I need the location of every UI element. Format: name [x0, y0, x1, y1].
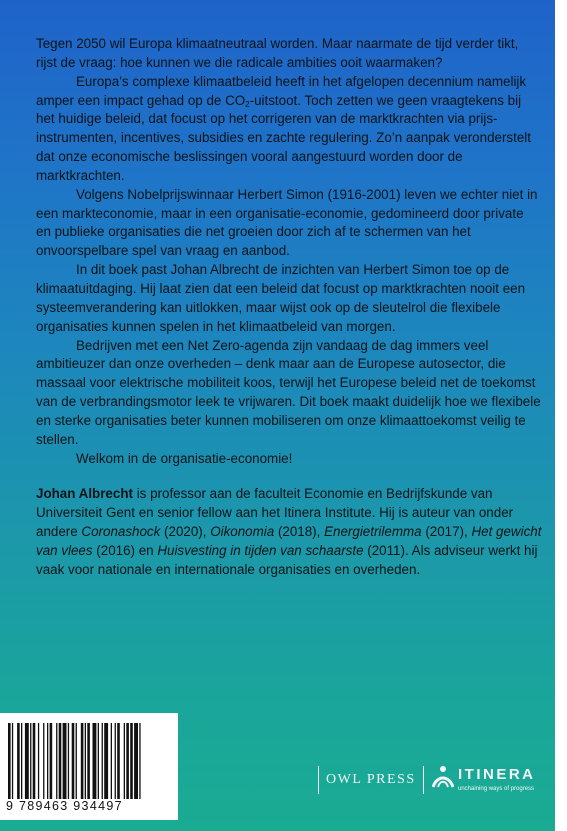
blurb-paragraph-1: Tegen 2050 wil Europa klimaatneutraal worden. Maar naarmate de tijd verder tikt, rijst de vraag: hoe kunnen we die radicale ambities ooit waarmaken? — [36, 36, 519, 70]
barcode-bar — [30, 723, 31, 799]
barcode-bar — [76, 723, 77, 799]
book-title-5: Huisvesting in tijden van schaarste — [157, 542, 364, 558]
barcode-bar — [111, 723, 112, 799]
blurb-p2-part-a: Europa’s complexe klimaatbeleid heeft in het afgelopen decennium namelijk amper een impact gehad op de CO — [36, 73, 527, 108]
barcode-bar — [59, 723, 62, 799]
bio-text-2: (2020), — [160, 524, 211, 540]
barcode-bar — [87, 723, 90, 799]
logo-divider-right — [423, 766, 424, 794]
co2-subscript: 2 — [245, 99, 250, 109]
bio-text-1: is professor aan de faculteit Economie en Bedrijfskunde van Universiteit Gent en senior fellow aan het Itinera Institute. Hij is auteur van onder andere — [36, 486, 514, 540]
publisher-logo — [318, 765, 424, 795]
barcode-bar — [130, 723, 133, 799]
barcode-number: 9 789463 934497 — [6, 799, 123, 813]
barcode — [0, 713, 178, 820]
blurb-p2-part-b: -uitstoot. Toch zetten we geen vraagtekens bij het huidige beleid, dat focust op het corrigeren van de marktkrachten via prijs-instrumenten, incentives, subsidies en zachte regulering. Zo’n aanpak veronderstelt dat onze economische beslissingen vooral aangestuurd worden door de marktkrachten. — [36, 92, 531, 183]
itinera-icon — [432, 765, 454, 789]
back-cover-text — [36, 35, 542, 580]
barcode-bar — [33, 723, 36, 799]
barcode-bar — [63, 723, 67, 799]
publisher-name: OWL PRESS — [326, 772, 416, 787]
barcode-bar — [72, 723, 75, 799]
barcode-bar — [43, 723, 44, 799]
barcode-bar — [25, 723, 29, 799]
barcode-bar — [50, 723, 53, 799]
barcode-bar — [117, 723, 120, 799]
bio-text-3: (2018), — [274, 524, 325, 540]
bio-text-6: (2011). Als adviseur werkt hij vaak voor nationale en internationale organisaties en overheden. — [36, 542, 538, 577]
book-title-2: Oikonomia — [210, 524, 275, 540]
barcode-bar — [17, 723, 20, 799]
barcode-bar — [68, 723, 69, 799]
author-name: Johan Albrecht — [36, 486, 133, 502]
book-title-1: Coronashock — [81, 524, 161, 540]
barcode-bar — [126, 723, 129, 799]
barcode-bars — [8, 723, 172, 799]
barcode-bar — [104, 723, 108, 799]
barcode-bar — [47, 723, 48, 799]
blurb-paragraph-5: Bedrijven met een Net Zero-agenda zijn vandaag de dag immers veel ambitieuzer dan onze overheden – denk maar aan de Europese autosector, die massaal voor elektrische mobiliteit koos, terwijl het Europese beleid net de toekomst van de verbrandingsmotor leek te vrijwaren. Dit boek maakt duidelijk hoe we flexibele en sterke organisaties beter kunnen mobiliseren om onze klimaattoekomst veilig te stellen. — [36, 337, 541, 447]
blurb-paragraph-2 — [36, 73, 542, 186]
barcode-bar — [81, 723, 84, 799]
barcode-bar — [85, 723, 86, 799]
blurb-paragraph-3: Volgens Nobelprijswinnaar Herbert Simon (1916-2001) leven we echter niet in een markteconomie, maar in een organisatie-economie, gedomineerd door private en publieke organisaties die net groeien door zich af te schermen van het onvoorspelbare spel van vraag en aanbod. — [36, 186, 538, 259]
barcode-bar — [115, 723, 116, 799]
barcode-bar — [38, 723, 39, 799]
blurb-paragraph-4: In dit boek past Johan Albrecht de inzichten van Herbert Simon toe op de klimaatuitdaging. Hij laat zien dat een beleid dat focust op marktkrachten nooit een systeemverandering kan uitlokken, maar wijst ook op de sleutelrol die flexibele organisaties kunnen spelen in het klimaatbeleid van morgen. — [36, 262, 526, 334]
book-title-3: Energietrilemma — [324, 524, 422, 540]
book-title-4: Het gewicht van vlees — [36, 524, 542, 558]
barcode-bar — [21, 723, 22, 799]
bio-text-5: (2016) en — [92, 542, 158, 558]
barcode-bar — [102, 723, 103, 799]
barcode-bar — [12, 723, 13, 799]
bio-text-4: (2017), — [421, 524, 472, 540]
barcode-bar — [8, 723, 11, 799]
itinera-tagline: unchaining ways of progress — [458, 786, 535, 792]
barcode-bar — [134, 723, 138, 799]
barcode-bar — [93, 723, 97, 799]
itinera-name: ITINERA — [458, 766, 536, 783]
author-bio — [36, 485, 542, 579]
barcode-bar — [98, 723, 99, 799]
blurb-paragraph-6: Welkom in de organisatie-economie! — [76, 450, 293, 466]
barcode-bar — [139, 723, 140, 799]
barcode-bar — [124, 723, 125, 799]
barcode-bar — [56, 723, 57, 799]
